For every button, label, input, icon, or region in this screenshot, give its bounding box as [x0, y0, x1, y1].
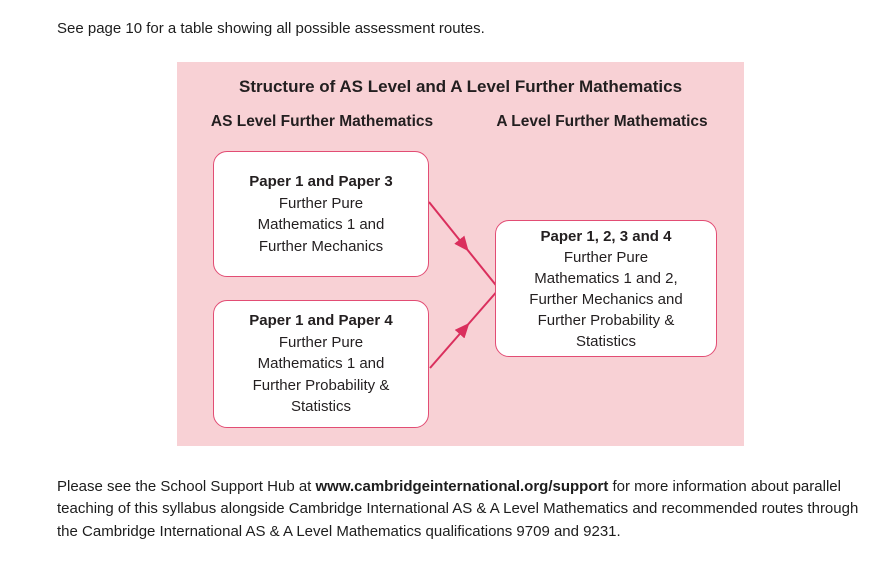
- diagram-panel: [177, 62, 744, 446]
- box-body-line: Further Pure: [278, 333, 364, 351]
- box-body-line: Further Pure: [563, 248, 649, 266]
- box-body-line: Further Probability &: [537, 311, 675, 329]
- route-box-paper-1-2-3-4: [495, 220, 717, 357]
- intro-text: See page 10 for a table showing all possible assessment routes.: [57, 20, 485, 37]
- box-body-line: Further Probability &: [252, 376, 390, 394]
- box-body-line: Mathematics 1 and: [257, 216, 385, 233]
- box-body-line: Statistics: [290, 398, 351, 416]
- box-body-line: Further Pure: [278, 194, 364, 212]
- footer-text-before-link: Please see the School Support Hub at: [57, 478, 316, 495]
- support-hub-link[interactable]: www.cambridgeinternational.org/support: [315, 478, 609, 495]
- box-body-line: Further Mechanics and: [529, 290, 683, 308]
- arrow-paper13-to-alevel: [429, 202, 499, 289]
- route-box-paper-1-and-4: [213, 300, 429, 428]
- box-body-line: Mathematics 1 and 2,: [534, 269, 678, 287]
- footer-text: [57, 476, 872, 543]
- route-box-paper-1-and-3: [213, 151, 429, 277]
- box-body-line: Statistics: [575, 332, 636, 350]
- box-title: Paper 1 and Paper 4: [249, 312, 393, 330]
- box-body-line: Further Mechanics: [258, 237, 384, 255]
- column-header-a-level: A Level Further Mathematics: [496, 113, 708, 130]
- column-header-as-level: AS Level Further Mathematics: [210, 113, 434, 130]
- diagram-title: Structure of AS Level and A Level Further Mathematics: [238, 77, 683, 96]
- box-body-line: Mathematics 1 and: [257, 355, 385, 373]
- arrow-paper14-to-alevel: [430, 289, 499, 368]
- box-title: Paper 1, 2, 3 and 4: [540, 227, 672, 245]
- footer-text-after-link: for more information about parallel teaching of this syllabus alongside Cambridge International AS & A Level Mathematics and recommended routes through the Cambridge International AS & A Level Mathematics qualifications 9709 and 9231.: [57, 478, 859, 540]
- box-title: Paper 1 and Paper 3: [249, 173, 393, 190]
